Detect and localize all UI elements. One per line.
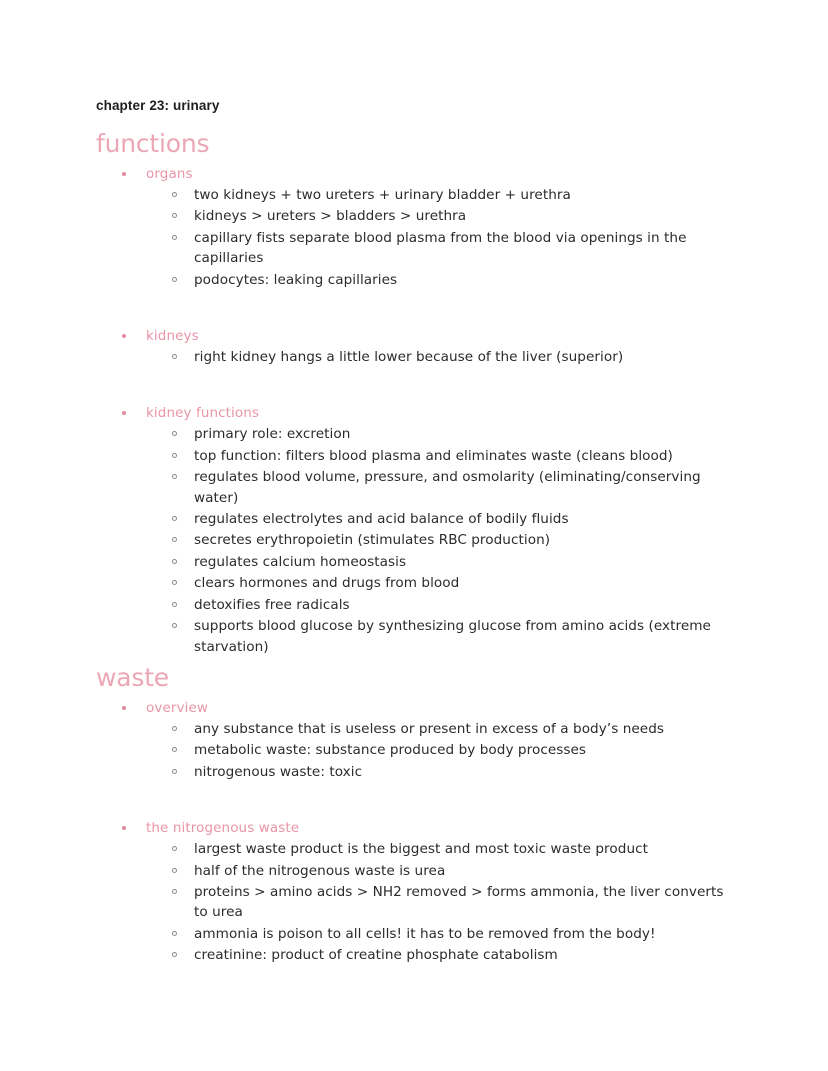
list-item [96,945,736,965]
section-heading-functions: functions [96,129,210,158]
bullet-group-kidneys [96,326,736,367]
lvl1-item-organs [96,164,736,184]
list-item-text: regulates calcium homeostasis [194,553,407,570]
list-item-text: podocytes: leaking capillaries [194,271,398,288]
hollow-bullet-icon [172,431,177,436]
list-item [96,882,736,923]
lvl2-list-kidney-functions [96,424,736,656]
filled-bullet-icon [122,706,126,710]
hollow-bullet-icon [172,889,177,894]
filled-bullet-icon [122,826,126,830]
list-item-text: any substance that is useless or present in excess of a body’s needs [194,720,665,737]
list-item-text: regulates electrolytes and acid balance of bodily fluids [194,511,569,528]
hollow-bullet-icon [172,474,177,479]
lvl1-label: overview [146,699,208,716]
lvl2-list-kidneys [96,347,736,367]
bullet-group-organs [96,164,736,290]
list-item [96,509,736,529]
hollow-bullet-icon [172,931,177,936]
list-item [96,762,736,782]
list-item [96,740,736,760]
list-item-text: creatinine: product of creatine phosphate catabolism [194,947,558,964]
list-item-text: kidneys > ureters > bladders > urethra [194,208,467,225]
hollow-bullet-icon [172,769,177,774]
list-item-text: top function: filters blood plasma and eliminates waste (cleans blood) [194,447,673,464]
lvl1-label: the nitrogenous waste [146,820,300,837]
hollow-bullet-icon [172,235,177,240]
bullet-group-nitrogenous-waste [96,818,736,965]
hollow-bullet-icon [172,559,177,564]
list-item [96,467,736,508]
list-item [96,530,736,550]
list-item [96,347,736,367]
hollow-bullet-icon [172,192,177,197]
hollow-bullet-icon [172,846,177,851]
list-item [96,270,736,290]
lvl2-list-overview [96,719,736,782]
list-item [96,595,736,615]
list-item-text: metabolic waste: substance produced by body processes [194,742,587,759]
lvl2-list-nitrogenous-waste [96,839,736,965]
list-item [96,573,736,593]
list-item [96,861,736,881]
list-item [96,424,736,444]
lvl1-item-kidney-functions [96,403,736,423]
list-item-text: regulates blood volume, pressure, and osmolarity (eliminating/conserving water) [194,469,701,506]
section-heading-waste: waste [96,662,169,692]
hollow-bullet-icon [172,354,177,359]
list-item-text: nitrogenous waste: toxic [194,763,363,780]
lvl1-label: organs [146,166,193,182]
hollow-bullet-icon [172,602,177,607]
lvl1-item-kidneys [96,326,736,346]
list-item-text: largest waste product is the biggest and most toxic waste product [194,841,649,858]
hollow-bullet-icon [172,516,177,521]
hollow-bullet-icon [172,537,177,542]
list-item-text: right kidney hangs a little lower because of the liver (superior) [194,349,624,366]
lvl1-item-overview [96,698,736,718]
list-item [96,719,736,739]
list-item [96,206,736,226]
filled-bullet-icon [122,334,126,338]
list-item-text: ammonia is poison to all cells! it has to be removed from the body! [194,925,656,942]
document-content [96,96,736,967]
hollow-bullet-icon [172,277,177,282]
hollow-bullet-icon [172,623,177,628]
list-item-text: two kidneys + two ureters + urinary bladder + urethra [194,187,571,203]
hollow-bullet-icon [172,726,177,731]
hollow-bullet-icon [172,747,177,752]
list-item-text: clears hormones and drugs from blood [194,575,460,592]
list-item [96,446,736,466]
bullet-group-kidney-functions [96,403,736,656]
lvl1-label: kidneys [146,328,199,345]
page-title: chapter 23: urinary [96,98,220,113]
lvl1-item-nitrogenous-waste [96,818,736,838]
filled-bullet-icon [122,411,126,415]
hollow-bullet-icon [172,952,177,957]
list-item-text: half of the nitrogenous waste is urea [194,862,446,879]
list-item-text: proteins > amino acids > NH2 removed > forms ammonia, the liver converts to urea [194,883,724,921]
list-item [96,616,736,657]
list-item [96,552,736,572]
bullet-group-overview [96,698,736,782]
list-item [96,924,736,944]
lvl2-list-organs [96,185,736,290]
hollow-bullet-icon [172,580,177,585]
hollow-bullet-icon [172,213,177,218]
list-item-text: supports blood glucose by synthesizing glucose from amino acids (extreme starvation) [194,618,711,655]
hollow-bullet-icon [172,453,177,458]
list-item-text: secretes erythropoietin (stimulates RBC production) [194,532,551,549]
lvl1-label: kidney functions [146,405,260,422]
filled-bullet-icon [122,172,126,176]
list-item [96,839,736,859]
hollow-bullet-icon [172,868,177,873]
list-item [96,228,736,269]
list-item-text: capillary fists separate blood plasma from the blood via openings in the capillaries [194,229,687,267]
list-item [96,185,736,205]
list-item-text: primary role: excretion [194,426,351,443]
list-item-text: detoxifies free radicals [194,596,350,613]
